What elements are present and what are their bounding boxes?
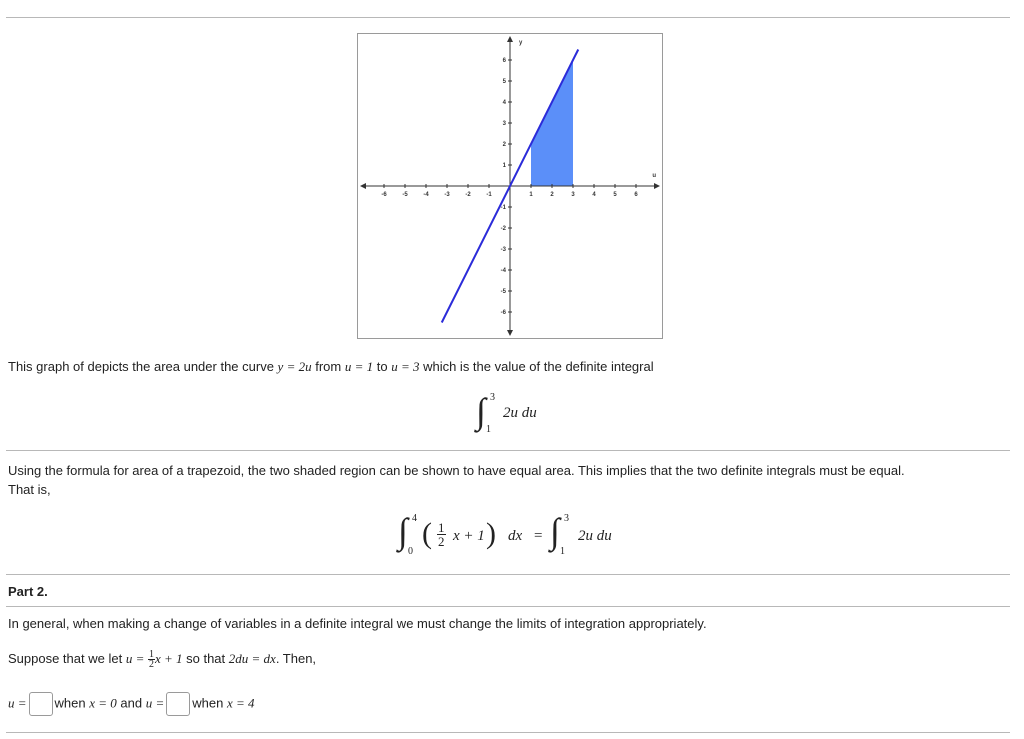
y-tick-label: -5 bbox=[500, 289, 506, 295]
integral-upper-limit: 3 bbox=[564, 513, 569, 524]
part-title: Part 2. bbox=[8, 584, 48, 599]
math-lower: u = 1 bbox=[344, 359, 374, 374]
integral-display-1 bbox=[476, 392, 566, 438]
y-axis-arrow bbox=[507, 330, 513, 336]
text-line: Using the formula for area of a trapezoid, the two shaded region can be shown to have equal area. This implies that the two definite integrals must be equal. bbox=[8, 463, 905, 478]
paragraph-change-limits: In general, when making a change of variables in a definite integral we must change the limits of integration appropriately. bbox=[8, 616, 707, 631]
integral-upper-limit: 3 bbox=[490, 392, 495, 403]
y-tick-label: -3 bbox=[500, 247, 506, 253]
y-axis-arrow bbox=[507, 36, 513, 42]
shaded-area bbox=[531, 60, 573, 186]
answer-line bbox=[8, 692, 254, 716]
integrand: x + 1 bbox=[453, 528, 485, 544]
answer-input-u-at-x0[interactable] bbox=[29, 692, 53, 716]
integral-equation bbox=[398, 512, 638, 562]
divider bbox=[6, 450, 1010, 451]
x-tick-label: 3 bbox=[571, 192, 575, 198]
differential: dx bbox=[508, 528, 523, 544]
y-tick-label: 3 bbox=[502, 121, 506, 127]
x-axis-label: u bbox=[652, 173, 656, 179]
x-tick-label: 5 bbox=[613, 192, 617, 198]
x-tick-label: 2 bbox=[550, 192, 554, 198]
y-tick-label: -2 bbox=[500, 226, 506, 232]
divider bbox=[6, 732, 1010, 733]
x-tick-label: 4 bbox=[592, 192, 596, 198]
integral-sign: ∫ bbox=[398, 511, 408, 551]
math-expression: x + 1 bbox=[154, 650, 183, 666]
y-tick-label: 4 bbox=[502, 100, 506, 106]
paren-open: ( bbox=[422, 517, 432, 550]
integral-lower-limit: 1 bbox=[486, 424, 491, 435]
x-tick-label: -2 bbox=[465, 192, 471, 198]
fraction-denominator: 2 bbox=[148, 659, 154, 670]
area-graph bbox=[357, 33, 663, 339]
x-tick-label: -5 bbox=[402, 192, 408, 198]
fraction-numerator: 1 bbox=[438, 520, 445, 535]
fraction bbox=[148, 650, 155, 669]
integral-sign: ∫ bbox=[476, 391, 486, 431]
text-segment: to bbox=[373, 359, 392, 374]
x-tick-label: -3 bbox=[444, 192, 450, 198]
text-segment: from bbox=[311, 359, 345, 374]
math-curve: y = 2u bbox=[277, 359, 312, 374]
text-segment: when bbox=[54, 695, 90, 711]
y-tick-label: 1 bbox=[502, 163, 506, 169]
integral-sign: ∫ bbox=[550, 511, 560, 551]
x-axis-arrow bbox=[360, 183, 366, 189]
divider bbox=[6, 574, 1010, 575]
math-u-eq: u = bbox=[145, 695, 165, 711]
fraction bbox=[437, 521, 446, 548]
paragraph-curve-description bbox=[8, 359, 654, 375]
math-x4: x = 4 bbox=[226, 695, 255, 711]
y-tick-label: 6 bbox=[502, 58, 506, 64]
integral-lower-limit: 0 bbox=[408, 546, 413, 557]
paragraph-trapezoid bbox=[8, 461, 905, 499]
x-tick-label: -6 bbox=[381, 192, 387, 198]
text-segment: This graph of depicts the area under the curve bbox=[8, 359, 278, 374]
y-tick-label: -6 bbox=[500, 310, 506, 316]
text-segment: . Then, bbox=[275, 650, 317, 666]
integrand: 2u du bbox=[503, 405, 537, 421]
text-segment: so that bbox=[182, 650, 229, 666]
y-axis-label: y bbox=[519, 40, 523, 46]
y-tick-label: 5 bbox=[502, 79, 506, 85]
integrand: 2u du bbox=[578, 528, 612, 544]
text-segment: Suppose that we let bbox=[8, 650, 126, 666]
equals-sign: = bbox=[534, 528, 543, 544]
divider bbox=[6, 17, 1010, 18]
y-tick-label: -4 bbox=[500, 268, 506, 274]
divider bbox=[6, 606, 1010, 607]
text-segment: and bbox=[116, 695, 146, 711]
text-line: That is, bbox=[8, 482, 51, 497]
text-segment: which is the value of the definite integral bbox=[419, 359, 654, 374]
math-u-eq: u = bbox=[125, 650, 145, 666]
math-upper: u = 3 bbox=[391, 359, 420, 374]
integral-upper-limit: 4 bbox=[412, 513, 417, 524]
math-differential: 2du = dx bbox=[228, 650, 276, 666]
fraction-denominator: 2 bbox=[438, 534, 445, 549]
y-tick-label: 2 bbox=[502, 142, 506, 148]
paren-close: ) bbox=[486, 517, 496, 550]
x-tick-label: -4 bbox=[423, 192, 429, 198]
text-segment: when bbox=[192, 695, 227, 711]
math-x0: x = 0 bbox=[89, 695, 117, 711]
y-tick-label: -1 bbox=[500, 205, 506, 211]
x-tick-label: 6 bbox=[634, 192, 638, 198]
x-axis-arrow bbox=[654, 183, 660, 189]
x-tick-label: -1 bbox=[486, 192, 492, 198]
fraction-numerator: 1 bbox=[148, 649, 154, 660]
paragraph-substitution bbox=[8, 650, 316, 669]
integral-lower-limit: 1 bbox=[560, 546, 565, 557]
answer-input-u-at-x4[interactable] bbox=[166, 692, 190, 716]
x-tick-label: 1 bbox=[529, 192, 533, 198]
math-u-eq: u = bbox=[8, 695, 27, 711]
